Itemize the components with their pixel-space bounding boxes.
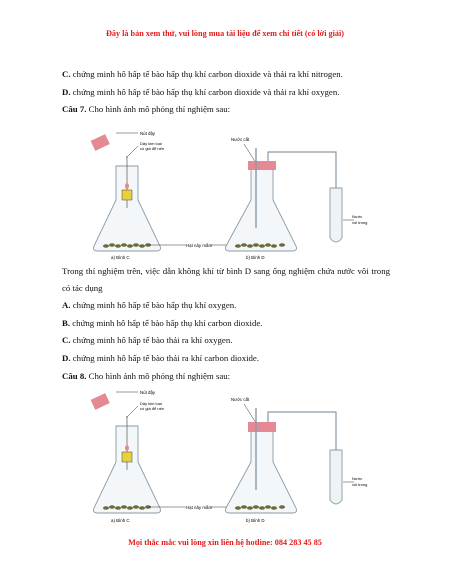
option-d-prev: D. chứng minh hô hấp tế bào hấp thụ khí carbon dioxide và thải ra khí oxygen. [62,87,340,97]
hotline-footer: Mọi thắc mắc vui lòng xin liên hệ hotline: 084 283 45 85 [128,538,322,547]
label-stopper: Nút đậy [140,131,156,136]
label-wire: Dây kim loại [140,141,162,146]
candle [122,190,132,200]
label-flask-c: a) Bình C [111,255,130,260]
label-wire-2: có giá để nến [140,146,165,151]
label-stopper-2: Nút đậy [140,390,156,395]
stopper-shape [91,134,110,151]
option-c-prev: C. chứng minh hô hấp tế bào hấp thụ khí carbon dioxide và thải ra khí nitrogen. [62,69,343,79]
label-flask-c-2: a) Bình C [111,518,130,523]
label-limewater-2: vôi trong [352,220,368,225]
label-limewater: Nước [352,214,363,219]
question-8: Câu 8. Cho hình ảnh mô phỏng thí nghiệm sau: [62,371,231,381]
label-wire-b: Dây kim loại [140,401,162,406]
label-limewater-b: Nước [352,476,363,481]
experiment-figure-1 [86,128,376,263]
label-water: Nước cất [231,137,250,142]
question-7: Câu 7. Cho hình ảnh mô phỏng thí nghiệm sau: [62,104,231,114]
label-flask-d-2: b) Bình D [246,518,265,523]
option-d: D. chứng minh hô hấp tế bào thải ra khí carbon dioxide. [62,353,260,363]
stopper-d [248,161,276,170]
option-b: B. chứng minh hô hấp tế bào hấp thụ khí carbon dioxide. [62,318,263,328]
test-tube [330,188,342,242]
preview-banner: Đây là bản xem thử, vui lòng mua tài liệu để xem chi tiết (có lời giải) [105,29,344,38]
label-seeds: Hạt nảy mầm [186,243,213,248]
label-seeds-2: Hạt nảy mầm [186,505,213,510]
flask-d [226,168,297,251]
label-limewater-b2: vôi trong [352,482,368,487]
label-wire-b2: có giá để nến [140,406,165,411]
option-a: A. chứng minh hô hấp tế bào hấp thụ khí oxygen. [62,300,237,310]
experiment-figure-2 [86,384,376,526]
label-water-2: Nước cất [231,397,250,402]
option-c: C. chứng minh hô hấp tế bào thải ra khí oxygen. [62,335,233,345]
question-7-body: Trong thí nghiệm trên, việc dẫn không khí từ bình D sang ống nghiệm chứa nước vôi trong có tác dụng [62,266,390,293]
label-flask-d: b) Bình D [246,255,265,260]
